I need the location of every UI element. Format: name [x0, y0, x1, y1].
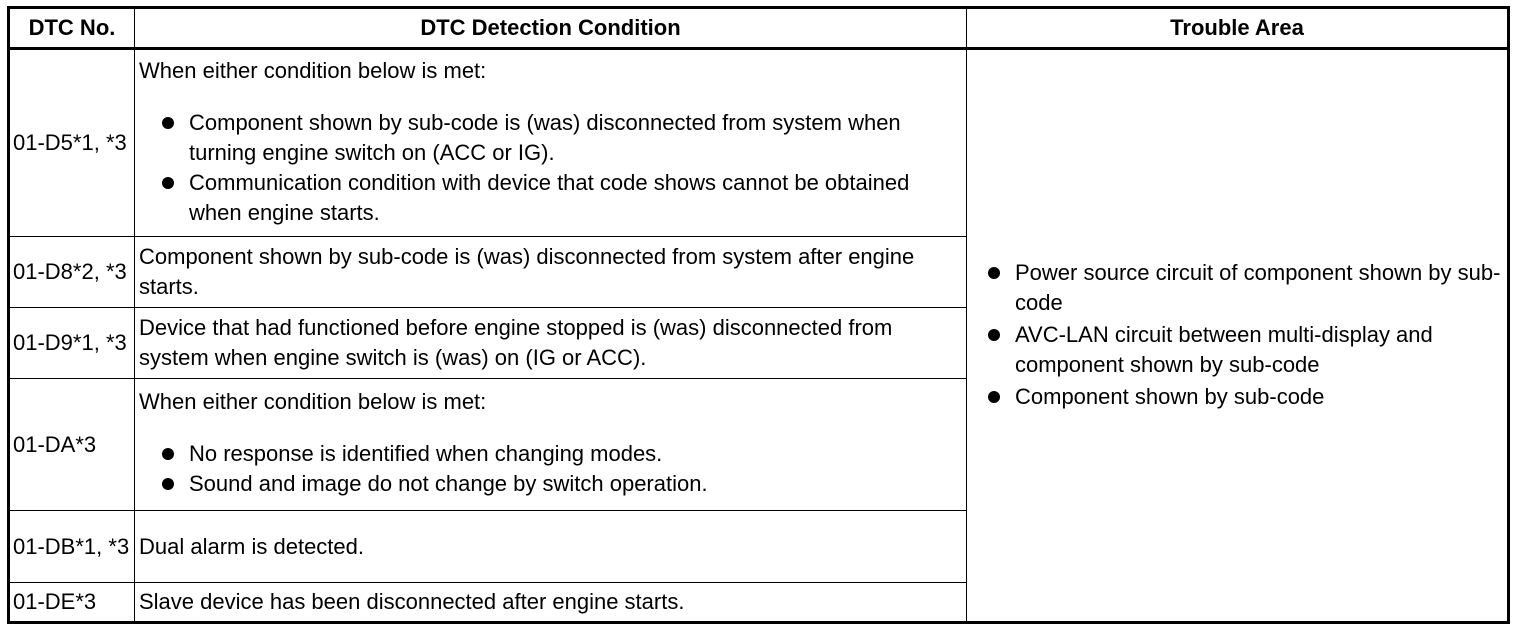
- dtc-code: 01-DB*1, *3: [9, 511, 135, 583]
- header-detection-condition: DTC Detection Condition: [135, 8, 967, 49]
- list-item: Sound and image do not change by switch operation.: [159, 469, 962, 499]
- dtc-code: 01-DA*3: [9, 379, 135, 511]
- condition-list: [139, 108, 962, 228]
- detection-condition: [135, 379, 967, 511]
- detection-condition: Component shown by sub-code is (was) disconnected from system after engine starts.: [135, 237, 967, 308]
- list-item: No response is identified when changing modes.: [159, 439, 962, 469]
- condition-list: [139, 439, 962, 499]
- detection-condition: Dual alarm is detected.: [135, 511, 967, 583]
- table-row: [9, 49, 1509, 237]
- detection-condition: [135, 49, 967, 237]
- list-item: Component shown by sub-code: [985, 382, 1503, 412]
- dtc-code: 01-D8*2, *3: [9, 237, 135, 308]
- detection-condition: Slave device has been disconnected after engine starts.: [135, 583, 967, 623]
- header-trouble-area: Trouble Area: [967, 8, 1509, 49]
- dtc-table: [7, 6, 1510, 624]
- condition-lead: When either condition below is met:: [139, 58, 487, 83]
- trouble-area-list: [985, 258, 1503, 412]
- trouble-area: [967, 49, 1509, 623]
- list-item: Communication condition with device that code shows cannot be obtained when engine starts.: [159, 168, 962, 228]
- list-item: Component shown by sub-code is (was) disconnected from system when turning engine switch on (ACC or IG).: [159, 108, 962, 168]
- list-item: Power source circuit of component shown by sub-code: [985, 258, 1503, 318]
- dtc-code: 01-D5*1, *3: [9, 49, 135, 237]
- condition-lead: When either condition below is met:: [139, 389, 487, 414]
- list-item: AVC-LAN circuit between multi-display and component shown by sub-code: [985, 320, 1503, 380]
- detection-condition: Device that had functioned before engine stopped is (was) disconnected from system when engine switch is (was) on (IG or ACC).: [135, 308, 967, 379]
- dtc-code: 01-D9*1, *3: [9, 308, 135, 379]
- dtc-code: 01-DE*3: [9, 583, 135, 623]
- header-dtc-no: DTC No.: [9, 8, 135, 49]
- table-header-row: [9, 8, 1509, 49]
